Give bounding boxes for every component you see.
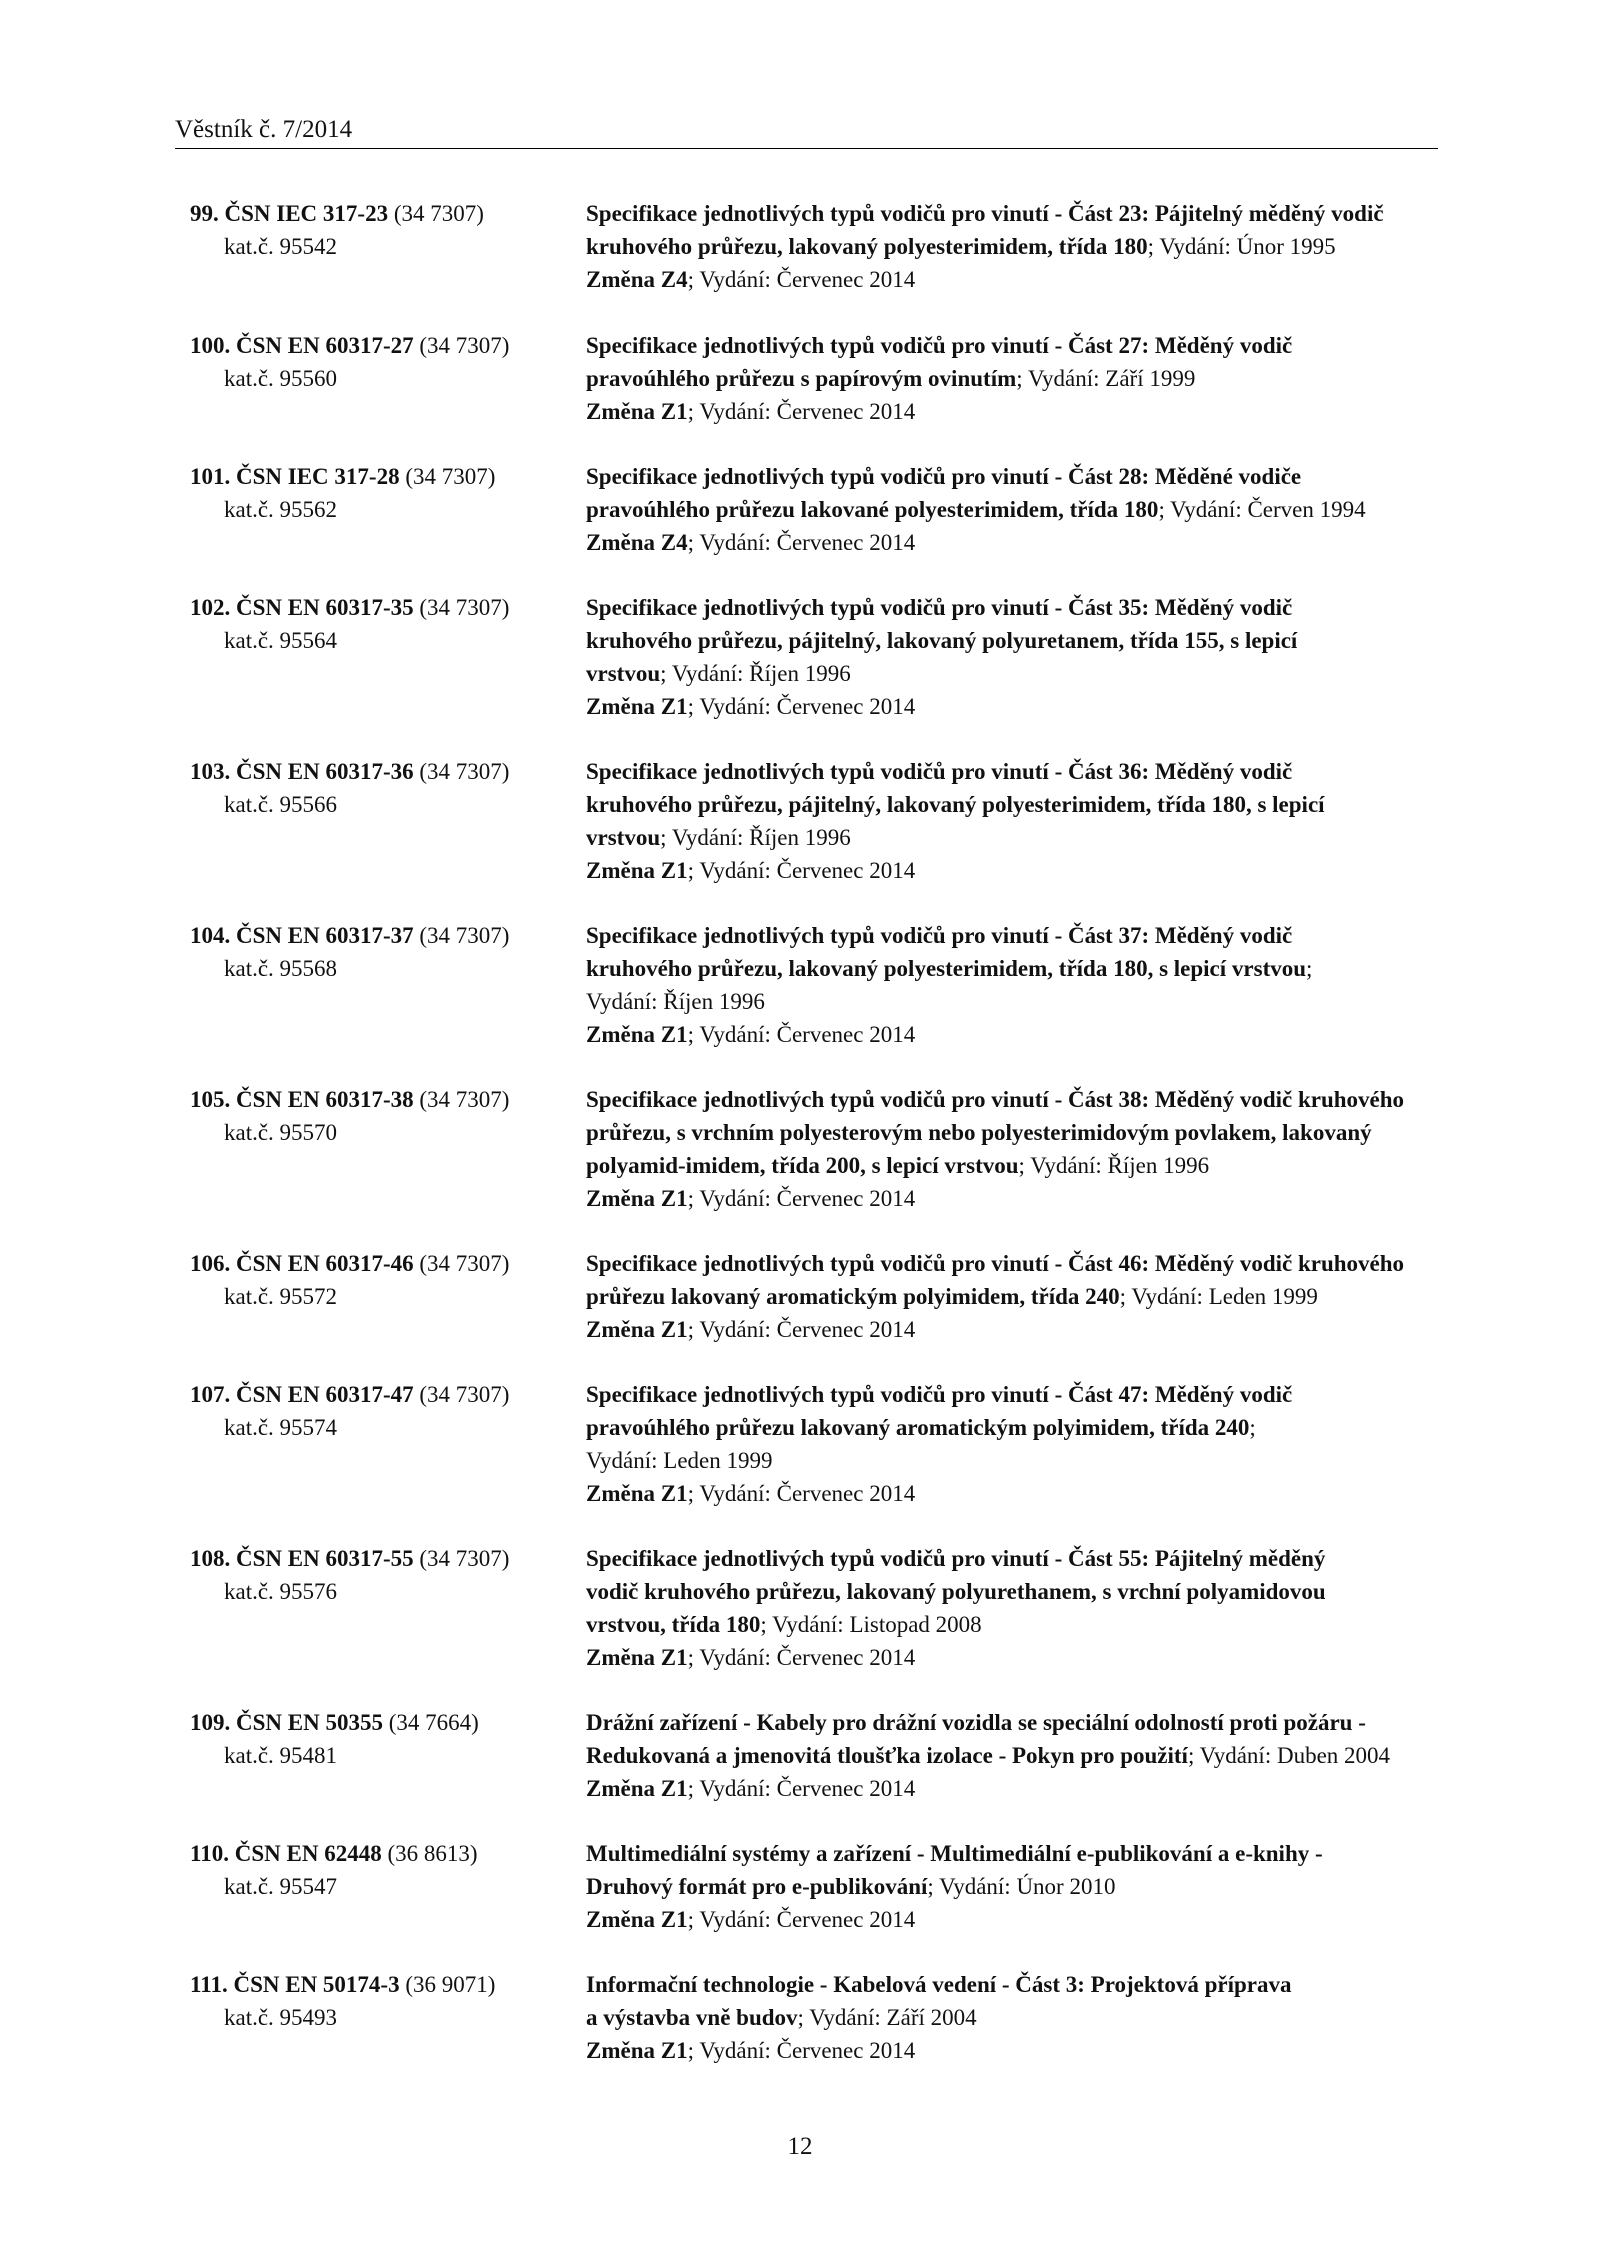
amendment-date: ; Vydání: Červenec 2014 — [687, 2038, 916, 2063]
entry-number: 99. — [190, 201, 219, 226]
page-number: 12 — [787, 2133, 813, 2160]
amendment-label: Změna Z4 — [586, 530, 688, 555]
title-bold-text: kruhového průřezu, pájitelný, lakovaný polyuretanem, třída 155, s lepicí — [586, 628, 1298, 653]
amendment-line — [586, 1477, 1446, 1510]
standard-code: ČSN EN 60317-47 — [236, 1382, 414, 1407]
standard-code: ČSN IEC 317-23 — [224, 201, 389, 226]
title-line — [586, 985, 1446, 1018]
title-bold-text: Specifikace jednotlivých typů vodičů pro vinutí - Část 38: Měděný vodič kruhového — [586, 1087, 1405, 1112]
entry-number: 106. — [190, 1251, 231, 1276]
catalog-number: kat.č. 95566 — [224, 792, 338, 817]
standard-code: ČSN EN 60317-35 — [236, 595, 414, 620]
amendment-label: Změna Z1 — [586, 694, 688, 719]
amendment-line — [586, 1772, 1446, 1805]
amendment-line — [586, 854, 1446, 887]
title-line — [586, 1411, 1446, 1444]
amendment-label: Změna Z1 — [586, 1022, 688, 1047]
title-bold-text: Specifikace jednotlivých typů vodičů pro vinutí - Část 27: Měděný vodič — [586, 333, 1293, 358]
standard-title-block — [586, 460, 1446, 559]
title-line — [586, 1542, 1446, 1575]
entry-number: 103. — [190, 759, 231, 784]
classification-code: (34 7307) — [419, 595, 510, 620]
standard-title-block — [586, 919, 1446, 1051]
title-line — [586, 821, 1446, 854]
title-bold-text: vrstvou, třída 180 — [586, 1612, 761, 1637]
title-line — [586, 230, 1446, 263]
title-plain-text: ; Vydání: Červen 1994 — [1158, 497, 1366, 522]
title-bold-text: pravoúhlého průřezu s papírovým ovinutím — [586, 366, 1017, 391]
title-line — [586, 1444, 1446, 1477]
catalog-number: kat.č. 95564 — [224, 628, 338, 653]
title-plain-text: ; Vydání: Únor 2010 — [927, 1874, 1116, 1899]
entry-number: 107. — [190, 1382, 231, 1407]
amendment-label: Změna Z1 — [586, 1186, 688, 1211]
amendment-date: ; Vydání: Červenec 2014 — [687, 399, 916, 424]
amendment-line — [586, 395, 1446, 428]
title-bold-text: vrstvou — [586, 825, 661, 850]
title-line — [586, 1968, 1446, 2001]
entry-number: 101. — [190, 464, 231, 489]
standard-id-block — [190, 1542, 570, 1608]
amendment-date: ; Vydání: Červenec 2014 — [687, 530, 916, 555]
standard-id-block — [190, 460, 570, 526]
classification-code: (34 7307) — [419, 1382, 510, 1407]
title-bold-text: Drážní zařízení - Kabely pro drážní vozidla se speciální odolností proti požáru - — [586, 1710, 1366, 1735]
title-line — [586, 1149, 1446, 1182]
standard-title-block — [586, 197, 1446, 296]
standard-title-block — [586, 1083, 1446, 1215]
standard-id-block — [190, 329, 570, 395]
amendment-line — [586, 690, 1446, 723]
standard-code: ČSN IEC 317-28 — [236, 464, 400, 489]
title-line — [586, 1116, 1446, 1149]
title-bold-text: průřezu lakovaný aromatickým polyimidem, třída 240 — [586, 1284, 1120, 1309]
title-plain-text: ; Vydání: Září 1999 — [1016, 366, 1196, 391]
title-bold-text: polyamid-imidem, třída 200, s lepicí vrstvou — [586, 1153, 1019, 1178]
title-plain-text: ; Vydání: Leden 1999 — [1119, 1284, 1318, 1309]
title-bold-text: vodič kruhového průřezu, lakovaný polyurethanem, s vrchní polyamidovou — [586, 1579, 1326, 1604]
title-line — [586, 329, 1446, 362]
amendment-line — [586, 1903, 1446, 1936]
standard-code: ČSN EN 60317-27 — [236, 333, 414, 358]
title-line — [586, 624, 1446, 657]
standard-title-block — [586, 1247, 1446, 1346]
title-plain-text: ; Vydání: Listopad 2008 — [760, 1612, 982, 1637]
amendment-date: ; Vydání: Červenec 2014 — [687, 1481, 916, 1506]
title-bold-text: Informační technologie - Kabelová vedení - Část 3: Projektová příprava — [586, 1972, 1292, 1997]
standard-id-block — [190, 1083, 570, 1149]
title-plain-text: ; Vydání: Říjen 1996 — [660, 661, 851, 686]
classification-code: (34 7307) — [419, 1251, 510, 1276]
title-line — [586, 1083, 1446, 1116]
title-bold-text: Specifikace jednotlivých typů vodičů pro vinutí - Část 55: Pájitelný měděný — [586, 1546, 1326, 1571]
amendment-line — [586, 1018, 1446, 1051]
title-bold-text: Druhový formát pro e-publikování — [586, 1874, 928, 1899]
title-bold-text: kruhového průřezu, pájitelný, lakovaný polyesterimidem, třída 180, s lepicí — [586, 792, 1325, 817]
title-plain-text: Vydání: Leden 1999 — [586, 1448, 773, 1473]
title-line — [586, 1739, 1446, 1772]
title-bold-text: Redukovaná a jmenovitá tloušťka izolace - Pokyn pro použití — [586, 1743, 1188, 1768]
amendment-label: Změna Z1 — [586, 1481, 688, 1506]
amendment-date: ; Vydání: Červenec 2014 — [687, 1776, 916, 1801]
title-line — [586, 657, 1446, 690]
classification-code: (34 7307) — [419, 1546, 510, 1571]
title-line — [586, 493, 1446, 526]
title-bold-text: Multimediální systémy a zařízení - Multimediální e-publikování a e-knihy - — [586, 1841, 1323, 1866]
header-text: Věstník č. 7/2014 — [175, 116, 353, 143]
catalog-number: kat.č. 95574 — [224, 1415, 338, 1440]
standard-title-block — [586, 1542, 1446, 1674]
title-plain-text: ; Vydání: Září 2004 — [797, 2005, 977, 2030]
entry-number: 105. — [190, 1087, 231, 1112]
title-plain-text: ; Vydání: Únor 1995 — [1147, 234, 1336, 259]
title-line — [586, 1378, 1446, 1411]
entry-number: 102. — [190, 595, 231, 620]
catalog-number: kat.č. 95481 — [224, 1743, 338, 1768]
amendment-label: Změna Z4 — [586, 267, 688, 292]
title-plain-text: ; Vydání: Říjen 1996 — [1018, 1153, 1210, 1178]
amendment-date: ; Vydání: Červenec 2014 — [687, 694, 916, 719]
amendment-label: Změna Z1 — [586, 1776, 688, 1801]
title-bold-text: pravoúhlého průřezu lakované polyesterimidem, třída 180 — [586, 497, 1159, 522]
standard-title-block — [586, 1706, 1446, 1805]
title-line — [586, 1575, 1446, 1608]
title-plain-text: Vydání: Říjen 1996 — [586, 989, 765, 1014]
amendment-line — [586, 1182, 1446, 1215]
standard-id-block — [190, 1837, 570, 1903]
title-bold-text: Specifikace jednotlivých typů vodičů pro vinutí - Část 47: Měděný vodič — [586, 1382, 1293, 1407]
amendment-date: ; Vydání: Červenec 2014 — [687, 858, 916, 883]
title-line — [586, 919, 1446, 952]
catalog-number: kat.č. 95542 — [224, 234, 338, 259]
title-line — [586, 1870, 1446, 1903]
title-bold-text: Specifikace jednotlivých typů vodičů pro vinutí - Část 23: Pájitelný měděný vodič — [586, 201, 1384, 226]
standard-code: ČSN EN 60317-37 — [236, 923, 414, 948]
title-bold-text: kruhového průřezu, lakovaný polyesterimidem, třída 180, s lepicí vrstvou — [586, 956, 1307, 981]
entry-number: 108. — [190, 1546, 231, 1571]
classification-code: (34 7307) — [405, 464, 496, 489]
title-bold-text: Specifikace jednotlivých typů vodičů pro vinutí - Část 35: Měděný vodič — [586, 595, 1293, 620]
catalog-number: kat.č. 95493 — [224, 2005, 338, 2030]
amendment-line — [586, 526, 1446, 559]
title-line — [586, 1608, 1446, 1641]
classification-code: (34 7307) — [419, 333, 510, 358]
entry-number: 110. — [190, 1841, 229, 1866]
amendment-date: ; Vydání: Červenec 2014 — [687, 1022, 916, 1047]
amendment-line — [586, 1313, 1446, 1346]
amendment-date: ; Vydání: Červenec 2014 — [687, 1907, 916, 1932]
standard-id-block — [190, 1706, 570, 1772]
classification-code: (34 7307) — [419, 759, 510, 784]
amendment-date: ; Vydání: Červenec 2014 — [687, 1186, 916, 1211]
amendment-label: Změna Z1 — [586, 1317, 688, 1342]
standard-code: ČSN EN 50355 — [236, 1710, 383, 1735]
title-line — [586, 460, 1446, 493]
classification-code: (36 8613) — [387, 1841, 478, 1866]
amendment-date: ; Vydání: Červenec 2014 — [687, 1317, 916, 1342]
standard-id-block — [190, 197, 570, 263]
catalog-number: kat.č. 95570 — [224, 1120, 338, 1145]
title-bold-text: vrstvou — [586, 661, 661, 686]
standard-title-block — [586, 591, 1446, 723]
classification-code: (34 7307) — [419, 1087, 510, 1112]
title-bold-text: Specifikace jednotlivých typů vodičů pro vinutí - Část 46: Měděný vodič kruhového — [586, 1251, 1405, 1276]
catalog-number: kat.č. 95562 — [224, 497, 338, 522]
standard-code: ČSN EN 62448 — [234, 1841, 382, 1866]
title-line — [586, 362, 1446, 395]
amendment-label: Změna Z1 — [586, 1645, 688, 1670]
page-header — [175, 110, 1438, 149]
title-plain-text: ; Vydání: Duben 2004 — [1187, 1743, 1391, 1768]
title-plain-text: ; — [1249, 1415, 1256, 1440]
classification-code: (36 9071) — [405, 1972, 496, 1997]
title-bold-text: Specifikace jednotlivých typů vodičů pro vinutí - Část 36: Měděný vodič — [586, 759, 1293, 784]
title-bold-text: pravoúhlého průřezu lakovaný aromatickým polyimidem, třída 240 — [586, 1415, 1250, 1440]
title-bold-text: a výstavba vně budov — [586, 2005, 798, 2030]
standard-id-block — [190, 1247, 570, 1313]
title-bold-text: Specifikace jednotlivých typů vodičů pro vinutí - Část 37: Měděný vodič — [586, 923, 1293, 948]
standard-title-block — [586, 1378, 1446, 1510]
entry-number: 100. — [190, 333, 231, 358]
title-line — [586, 1247, 1446, 1280]
amendment-label: Změna Z1 — [586, 399, 688, 424]
amendment-label: Změna Z1 — [586, 858, 688, 883]
title-bold-text: Specifikace jednotlivých typů vodičů pro vinutí - Část 28: Měděné vodiče — [586, 464, 1302, 489]
title-line — [586, 788, 1446, 821]
title-line — [586, 1280, 1446, 1313]
amendment-label: Změna Z1 — [586, 2038, 688, 2063]
standard-title-block — [586, 329, 1446, 428]
title-line — [586, 1837, 1446, 1870]
standard-id-block — [190, 591, 570, 657]
amendment-line — [586, 2034, 1446, 2067]
title-line — [586, 2001, 1446, 2034]
title-line — [586, 755, 1446, 788]
amendment-label: Změna Z1 — [586, 1907, 688, 1932]
catalog-number: kat.č. 95576 — [224, 1579, 338, 1604]
catalog-number: kat.č. 95560 — [224, 366, 338, 391]
amendment-line — [586, 1641, 1446, 1674]
entry-number: 109. — [190, 1710, 231, 1735]
standard-code: ČSN EN 60317-36 — [236, 759, 414, 784]
amendment-date: ; Vydání: Červenec 2014 — [687, 1645, 916, 1670]
title-plain-text: ; Vydání: Říjen 1996 — [660, 825, 851, 850]
title-bold-text: průřezu, s vrchním polyesterovým nebo polyesterimidovým povlakem, lakovaný — [586, 1120, 1372, 1145]
catalog-number: kat.č. 95572 — [224, 1284, 338, 1309]
standard-title-block — [586, 1968, 1446, 2067]
standard-id-block — [190, 1378, 570, 1444]
standard-code: ČSN EN 60317-55 — [236, 1546, 414, 1571]
standard-code: ČSN EN 60317-38 — [236, 1087, 414, 1112]
standard-id-block — [190, 1968, 570, 2034]
classification-code: (34 7307) — [393, 201, 484, 226]
entry-number: 111. — [190, 1972, 228, 1997]
title-bold-text: kruhového průřezu, lakovaný polyesterimidem, třída 180 — [586, 234, 1148, 259]
catalog-number: kat.č. 95568 — [224, 956, 338, 981]
title-line — [586, 952, 1446, 985]
classification-code: (34 7664) — [388, 1710, 479, 1735]
title-line — [586, 197, 1446, 230]
title-line — [586, 1706, 1446, 1739]
title-plain-text: ; — [1306, 956, 1313, 981]
entry-number: 104. — [190, 923, 231, 948]
amendment-line — [586, 263, 1446, 296]
standard-title-block — [586, 755, 1446, 887]
amendment-date: ; Vydání: Červenec 2014 — [687, 267, 916, 292]
standard-code: ČSN EN 50174-3 — [233, 1972, 400, 1997]
standard-title-block — [586, 1837, 1446, 1936]
standard-id-block — [190, 919, 570, 985]
catalog-number: kat.č. 95547 — [224, 1874, 338, 1899]
standard-code: ČSN EN 60317-46 — [236, 1251, 414, 1276]
classification-code: (34 7307) — [419, 923, 510, 948]
title-line — [586, 591, 1446, 624]
standard-id-block — [190, 755, 570, 821]
